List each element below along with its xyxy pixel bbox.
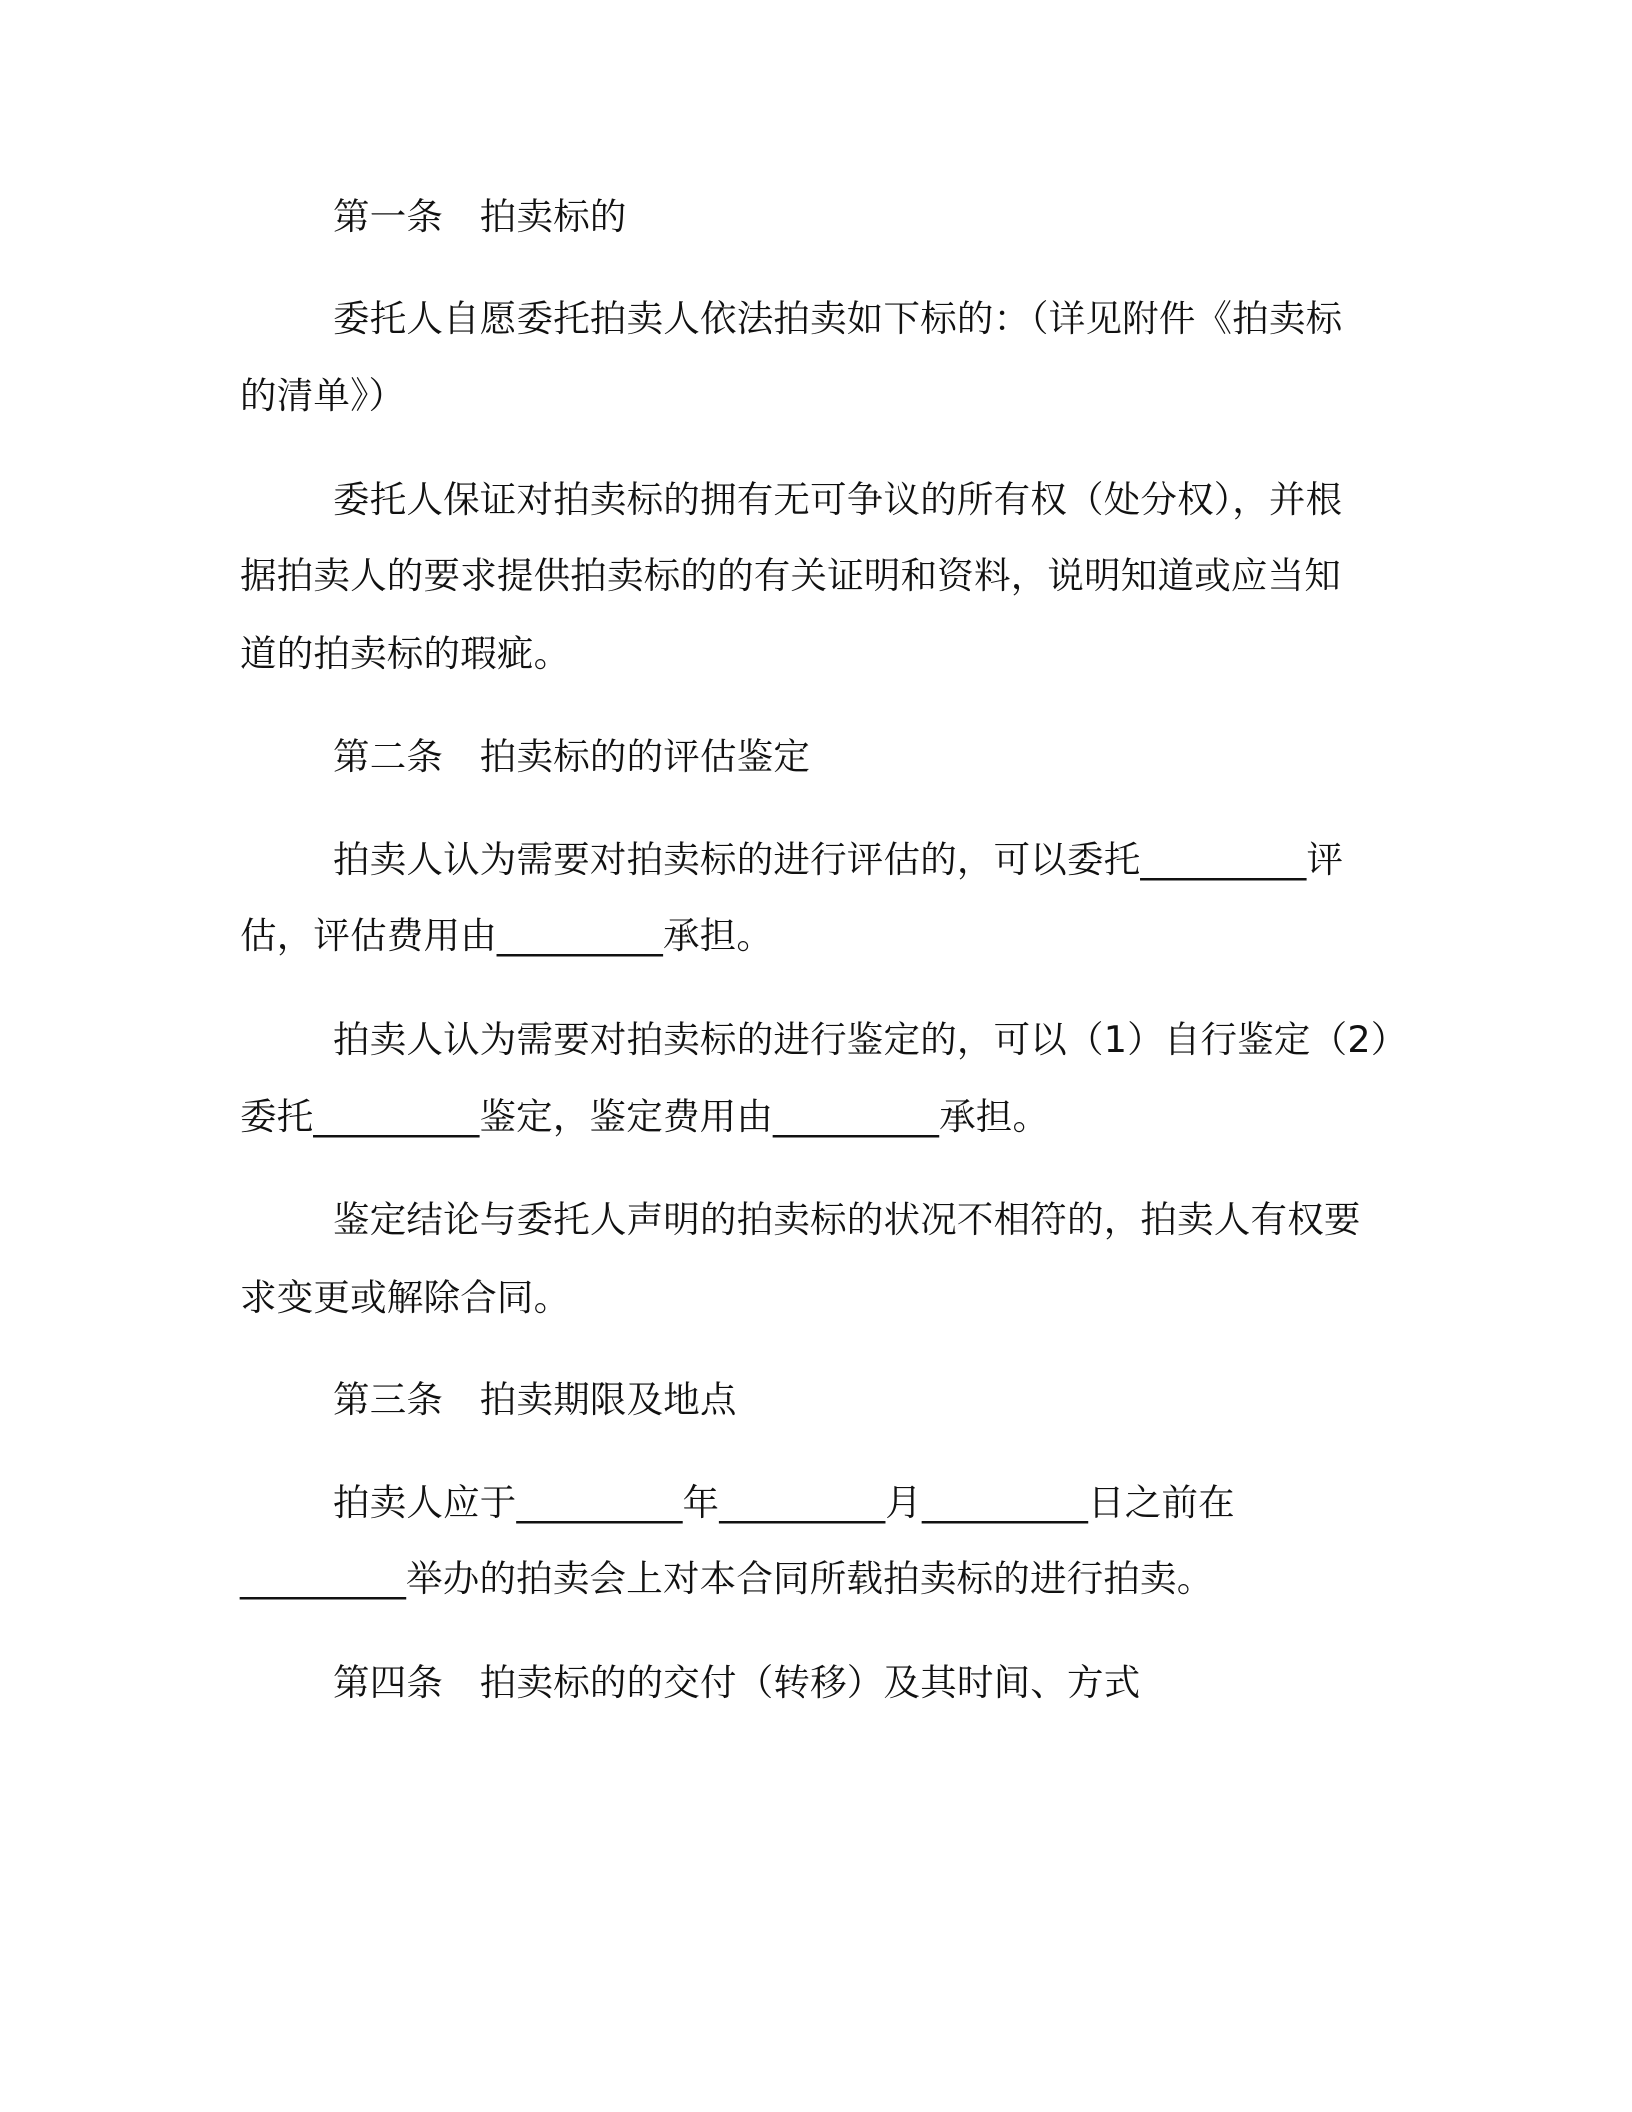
article-2-paragraph-3-line-2: 求变更或解除合同。	[240, 1276, 571, 1319]
article-3-paragraph-1-line-1: 拍卖人应于_________年_________月_________日之前在	[333, 1481, 1235, 1524]
article-2-paragraph-3-line-1: 鉴定结论与委托人声明的拍卖标的状况不相符的，拍卖人有权要	[333, 1198, 1361, 1241]
article-1-paragraph-1-line-2: 的清单》）	[240, 374, 406, 417]
article-2-paragraph-1-line-1: 拍卖人认为需要对拍卖标的进行评估的，可以委托_________评	[333, 838, 1344, 881]
article-1-paragraph-2-line-2: 据拍卖人的要求提供拍卖标的的有关证明和资料，说明知道或应当知	[240, 554, 1341, 597]
article-2-paragraph-1-line-2: 估，评估费用由_________承担。	[240, 914, 774, 957]
article-3-heading: 第三条 拍卖期限及地点	[333, 1378, 737, 1421]
article-1-paragraph-1-line-1: 委托人自愿委托拍卖人依法拍卖如下标的：（详见附件《拍卖标	[333, 297, 1343, 340]
article-2-paragraph-2-line-2: 委托_________鉴定，鉴定费用由_________承担。	[240, 1095, 1050, 1138]
article-4-heading: 第四条 拍卖标的的交付（转移）及其时间、方式	[333, 1661, 1141, 1704]
article-2-paragraph-2-line-1: 拍卖人认为需要对拍卖标的进行鉴定的，可以（1）自行鉴定（2）	[333, 1018, 1408, 1061]
article-1-paragraph-2-line-3: 道的拍卖标的瑕疵。	[240, 632, 571, 675]
article-1-heading: 第一条 拍卖标的	[333, 195, 627, 238]
article-3-paragraph-1-line-2: _________举办的拍卖会上对本合同所载拍卖标的进行拍卖。	[240, 1557, 1214, 1600]
article-2-heading: 第二条 拍卖标的的评估鉴定	[333, 735, 811, 778]
article-1-paragraph-2-line-1: 委托人保证对拍卖标的拥有无可争议的所有权（处分权），并根	[333, 478, 1343, 521]
